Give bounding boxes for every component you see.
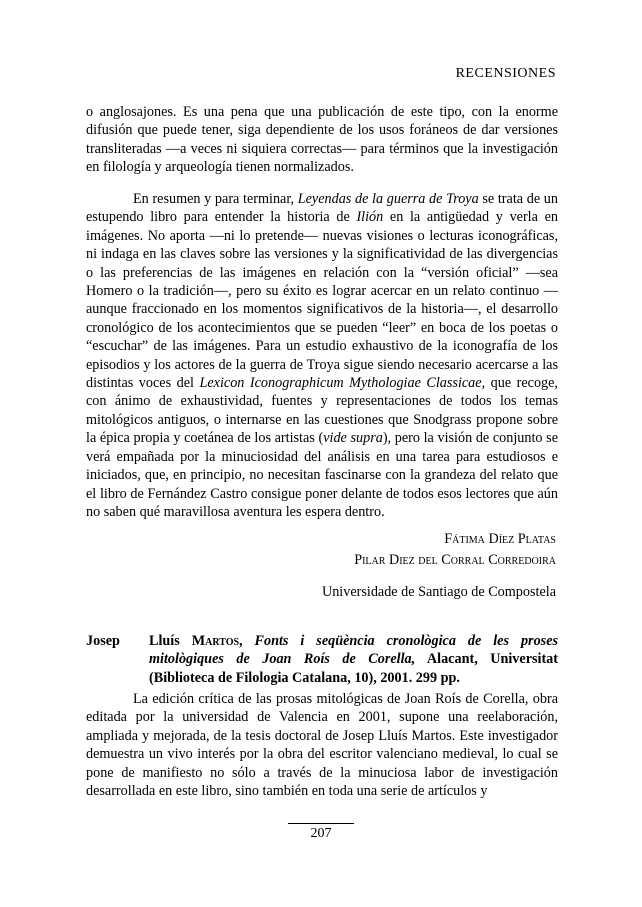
running-header: RECENSIONES: [455, 66, 556, 81]
paragraph-2: [86, 190, 558, 521]
vide-supra: vide supra: [323, 430, 383, 447]
ilion-term: Ilión: [356, 209, 384, 226]
footer-rule: [288, 823, 354, 824]
signature-author-1: Fátima Díez Platas: [444, 531, 556, 547]
entry-author-rest: Lluís: [149, 633, 192, 649]
page-number: 207: [310, 826, 332, 841]
lexicon-title: Lexicon Iconographicum Mythologiae Classicae,: [199, 375, 486, 392]
entry-author-surname: Martos: [191, 633, 240, 649]
paragraph-2-text: En resumen y para terminar,: [133, 191, 298, 207]
paragraph-2-text: en la antigüedad y verla en imágenes. No aporta —ni lo pretende— nuevas visiones o lecturas iconográficas, ni indaga en las claves sobre las versiones y la significatividad de las divergencias o las preferencias de las imágenes en relación con la “versión oficial” —sea Homero o la tradición—, pero su éxito es lograr acercar en un relato continuo —aunque fraccionado en los momentos significativos de la historia—, el desarrollo cronológico de los acontecimientos que se pueden “leer” en boca de los poetas o “escuchar” de las imágenes. Para un estudio exhaustivo de la iconografía de los episodios y los actores de la guerra de Troya sigue siendo necesario acercarse a las distintas voces del: [86, 209, 558, 392]
entry-author-first: Josep: [86, 633, 120, 649]
paragraph-2-text: ), pero la visión de conjunto se verá empañada por la minuciosidad del análisis en una tarea para estudiosos e iniciados, que, en principio, no necesitan fascinarse con la grandeza del relato que el libro de Fernández Castro consigue poner delante de todos esos lectores que aún no saben qué maravillosa aventura les espera dentro.: [86, 430, 558, 520]
review-entry-heading: [86, 632, 559, 686]
paragraph-3: La edición crítica de las prosas mitológicas de Joan Roís de Corella, obra editada por la universidad de Valencia en 2001, supone una reelaboración, ampliada y mejorada, de la tesis doctoral de Josep Lluís Martos. Este investigador demuestra un vivo interés por la obra del escritor valenciano medieval, lo cual se pone de manifiesto no sólo a través de la minuciosa labor de investigación desarrollada en este libro, sino también en toda una serie de artículos y: [86, 691, 558, 800]
entry-citation: [149, 632, 558, 687]
signature-author-2: Pilar Diez del Corral Corredoira: [354, 552, 556, 568]
book-title: Leyendas de la guerra de Troya: [297, 191, 479, 207]
paragraph-2-text: que recoge, con ánimo de exhaustividad, fuentes y representaciones de todos los temas mitológicos antiguos, o internarse en las cuestiones que Snodgrass propone sobre la épica propia y coetánea de los artistas (: [86, 375, 558, 447]
paragraph-2-text: se trata de un estupendo libro para entender la historia de: [86, 191, 558, 226]
entry-title: Fonts i seqüència cronològica de les proses mitològiques de Joan Roís de Corella,: [149, 633, 559, 668]
entry-author-comma: ,: [239, 633, 243, 649]
entry-publication: Alacant, Universitat (Biblioteca de Filologia Catalana, 10), 2001. 299 pp.: [149, 651, 558, 686]
paragraph-1: o anglosajones. Es una pena que una publicación de este tipo, con la enorme difusión que puede tener, siga dependiente de los usos foráneos de dar versiones transliteradas —a veces ni siquiera correctas— para términos que la investigación en filología y arqueología tienen normalizados.: [86, 104, 558, 176]
signature-affiliation: Universidade de Santiago de Compostela: [321, 584, 556, 600]
